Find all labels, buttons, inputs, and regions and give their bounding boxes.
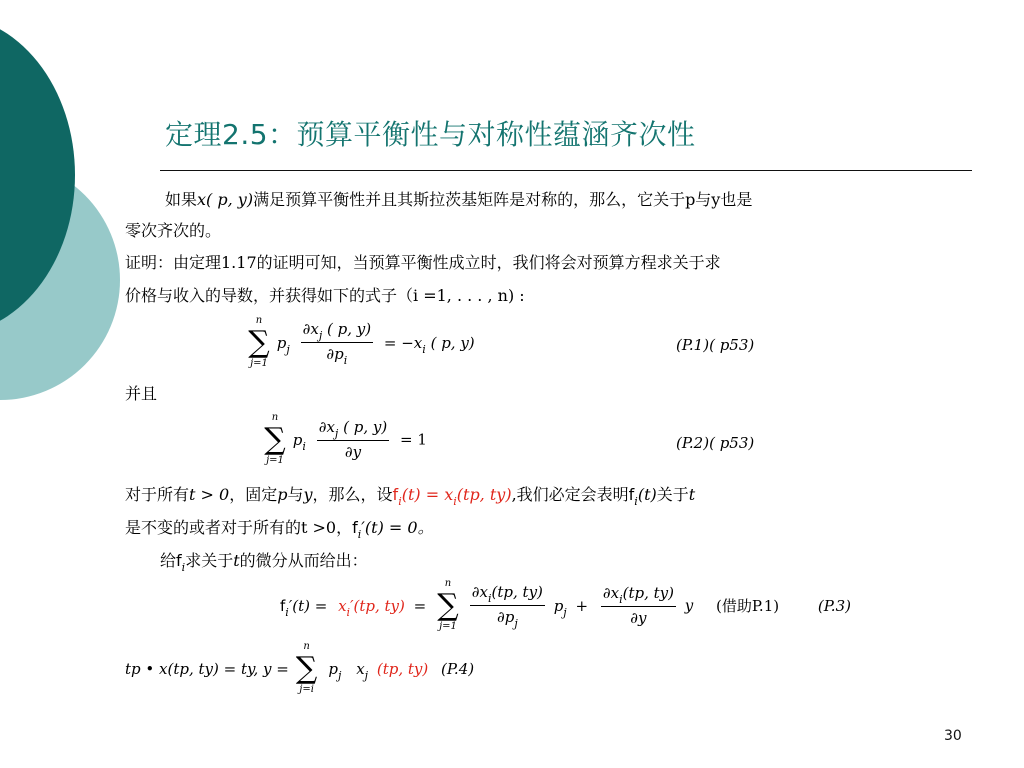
slide-title: 定理2.5：预算平衡性与对称性蕴涵齐次性 [165,118,696,151]
sum-symbol: n ∑ j=i [295,641,318,695]
theorem-statement [165,189,752,211]
rhs: = $-x_i$ ( p, y) [383,333,475,356]
rhs: = 1 [400,430,427,449]
sum-symbol: n ∑ j=1 [264,411,286,466]
and-text: 并且 [125,384,158,403]
equation-label-p3: (P.3) [817,596,851,615]
fraction-1: $\frac{\partial x_i(tp, ty)}{\partial p_j}$ [471,583,543,630]
equation-label-p4: (P.4) [441,660,475,678]
sum-symbol: n ∑ j=1 [246,328,272,358]
function-xpy: x( p, y) [197,190,254,209]
proof-line-2: 价格与收入的导数，并获得如下的式子（i =1, . . . , n) : [125,286,525,305]
args-highlight: (tp, ty) [376,660,429,678]
equation-label-p2: (P.2)( p53) [676,434,755,452]
text: 如果 [165,190,198,209]
fraction: $\frac{\partial x_j ( p, y)}{\partial y}$ [318,418,388,461]
equation-label-p1: (P.1)( p53) [676,336,755,354]
coef: $p_j$ [276,333,290,356]
title-divider [160,170,972,171]
proof-line-1: 证明：由定理1.17的证明可知，当预算平衡性成立时，我们将会对预算方程求关于求 [125,253,721,272]
theorem-statement-cont: 零次齐次的。 [125,221,222,240]
definition-line: 对于所有t > 0，固定p与y，那么，设$f_i(t) = x_i(tp$, ty),我们必定会表明$f_i(t)$关于t [125,485,696,508]
differentiate-line: 给$f_i$求关于t的微分从而给出： [160,551,368,574]
equation-p3: $f_i'(t) = x_i'(tp$, ty) = n ∑ j=1 $\frac{\partial x_i(tp, ty)}{\partial p_j}$ $p_j$ + $\frac{\partial x_i(tp, ty)}{\partial y}$ y (借助P.1) (P.3) [280,577,851,632]
sum-symbol: n ∑ j=1 [437,577,459,632]
text: 满足预算平衡性并且其斯拉茨基矩阵是对称的，那么，它关于p与y也是 [253,190,753,209]
sum-lower: j=1 [250,357,268,369]
coef: $p_i$ [292,430,306,453]
equation-p1 [246,314,475,369]
x-derivative-highlight: $x_i'(tp$, ty) [338,596,405,619]
equation-note: (借助P.1) [716,597,780,615]
fraction: $\frac{\partial x_j ( p, y)}{\partial p_i}$ [302,320,372,367]
lhs: $f_i'(t)$ = [280,596,328,619]
page-number: 30 [944,728,962,744]
equation-p4: tp • x(tp, ty) = ty, y = n ∑ j=i $p_j$ $x_j$ (tp, ty) (P.4) [125,641,475,695]
equation-p2 [262,411,427,466]
invariance-line: 是不变的或者对于所有的t >0，$f_i'(t) = 0$。 [125,518,434,541]
sum-upper: n [255,314,263,326]
fraction-2: $\frac{\partial x_i(tp, ty)}{\partial y}$ [602,584,674,627]
